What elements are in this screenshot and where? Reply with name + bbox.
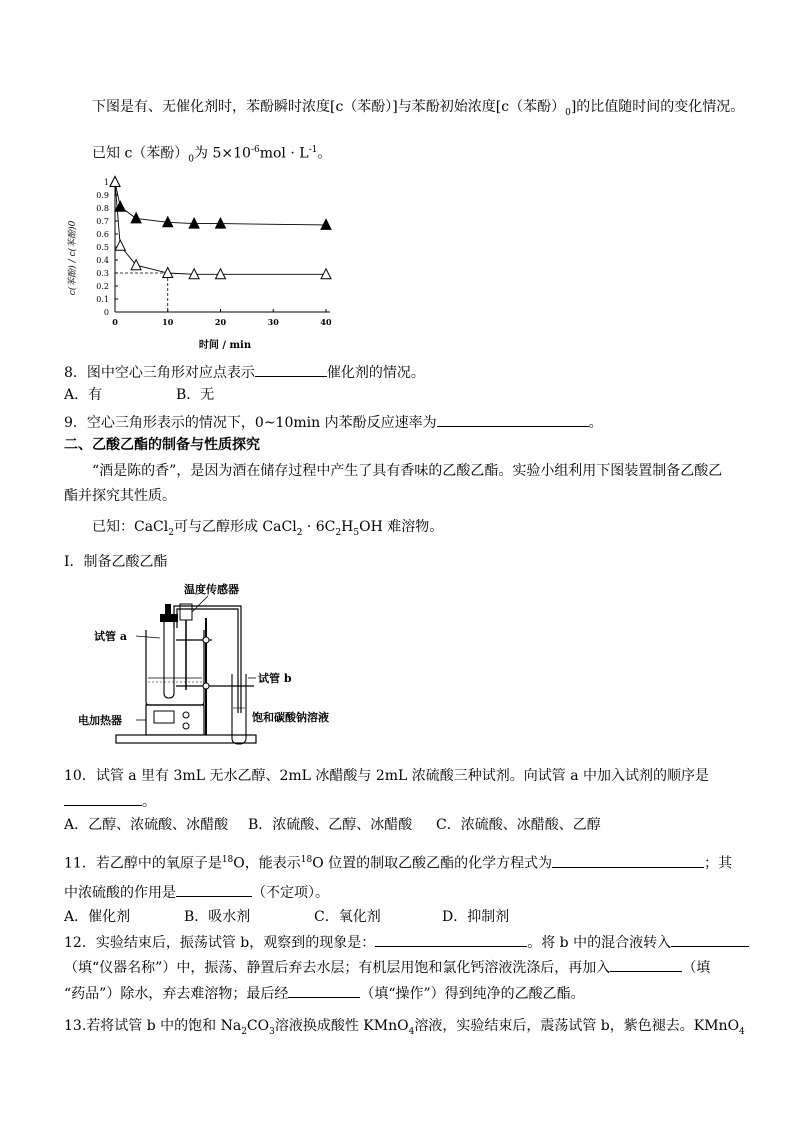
q11-role-blank[interactable] xyxy=(176,882,252,897)
y-tick-label: 0.8 xyxy=(96,204,109,213)
y-tick-label: 0.1 xyxy=(96,295,109,304)
q11-option-d: D．抑制剂 xyxy=(442,909,510,925)
q8-option-b: B．无 xyxy=(176,387,215,403)
question-13: 13.若将试管 b 中的饱和 $Na_2CO_3$溶液换成酸性 KMnO$_4$溶液，实验结束后，震荡试管 b，紫色褪去。KMnO$_4$ xyxy=(64,1018,745,1037)
y-tick-label: 0.2 xyxy=(96,282,109,291)
y-tick-label: 0.3 xyxy=(96,269,109,278)
label-tube-a: 试管 a xyxy=(94,630,127,643)
question-12: 12．实验结束后，振荡试管 b，观察到的现象是： 。将 b 中的混合液转入 xyxy=(64,932,749,952)
q12-operation-blank[interactable] xyxy=(288,983,360,998)
q8-option-a: A．有 xyxy=(64,387,103,403)
series xyxy=(110,177,331,279)
q12-instrument-blank[interactable] xyxy=(671,932,749,947)
question-11-line-2: 中浓硫酸的作用是 （不定项）。 xyxy=(64,882,329,902)
hollow-triangles-point xyxy=(110,177,120,187)
y-tick-label: 1 xyxy=(103,178,109,187)
q11-option-a: A．催化剂 xyxy=(64,909,131,925)
x-tick-label: 40 xyxy=(320,317,332,327)
q11-option-c: C．氧化剂 xyxy=(314,909,381,925)
q11-equation-blank[interactable] xyxy=(552,853,704,868)
label-temperature-sensor: 温度传感器 xyxy=(184,583,239,596)
x-tick-label: 0 xyxy=(112,317,118,327)
q12-reagent-blank[interactable] xyxy=(610,957,682,972)
section-2-title: 二、乙酸乙酯的制备与性质探究 xyxy=(64,437,260,453)
q10-answer-blank[interactable] xyxy=(64,791,142,806)
y-tick-label: 0.6 xyxy=(96,230,109,239)
filled-triangles-point xyxy=(131,213,141,223)
x-tick-label: 10 xyxy=(162,317,174,327)
question-12-line-3: “药品”）除水，弃去难溶物；最后经 （填“操作”）得到纯净的乙酸乙酯。 xyxy=(64,983,585,1003)
question-10: 10．试管 a 里有 3mL 无水乙醇、2mL 冰醋酸与 2mL 浓硫酸三种试剂。向试管 a 中加入试剂的顺序是 xyxy=(64,768,709,784)
question-12-line-2: （填“仪器名称”）中，振荡、静置后弃去水层；有机层用饱和氯化钙溶液洗涤后，再加入 （填 xyxy=(64,957,710,977)
label-electric-heater: 电加热器 xyxy=(78,714,122,727)
question-11: 11．若乙醇中的氧原子是$^{18}$O，能表示$^{18}$O 位置的制取乙酸乙酯的化学方程式为 ；其 xyxy=(64,851,732,873)
x-axis-label: 时间 / min xyxy=(198,340,252,351)
filled-triangles-point xyxy=(321,219,331,229)
question-9: 9．空心三角形表示的情况下，0~10min 内苯酚反应速率为 。 xyxy=(64,412,603,432)
q8-answer-blank[interactable] xyxy=(255,362,327,377)
apparatus-figure xyxy=(76,578,376,756)
hollow-triangles-point xyxy=(216,269,226,279)
y-tick-label: 0.7 xyxy=(96,217,109,226)
q10-option-b: B．浓硫酸、乙醇、冰醋酸 xyxy=(248,817,413,833)
guide-lines xyxy=(115,273,168,312)
label-sodium-carbonate: 饱和碳酸钠溶液 xyxy=(252,711,329,724)
intro-line-2: 已知 c（苯酚）$_0$为 $5\times 10^{-6}mol \cdot L^{-1}$。 xyxy=(92,145,332,165)
part-1-title: I．制备乙酸乙酯 xyxy=(64,554,168,570)
q10-option-c: C．浓硫酸、冰醋酸、乙醇 xyxy=(436,817,601,833)
phenol-ratio-chart xyxy=(60,170,350,355)
y-axis-label: c(苯酚) / c(苯酚)0 xyxy=(68,220,78,296)
y-tick-label: 0 xyxy=(103,308,109,317)
intro-line-1: 下图是有、无催化剂时，苯酚瞬时浓度[c（苯酚）]与苯酚初始浓度[c（苯酚）$_0$]的比值随时间的变化情况。 xyxy=(92,99,745,118)
q10-option-a: A．乙醇、浓硫酸、冰醋酸 xyxy=(64,817,229,833)
y-tick-label: 0.5 xyxy=(96,243,109,252)
hollow-triangles-point xyxy=(115,240,125,250)
y-tick-label: 0.4 xyxy=(96,256,109,265)
y-axis xyxy=(96,176,118,317)
question-8: 8．图中空心三角形对应点表示 催化剂的情况。 xyxy=(64,362,425,382)
x-tick-label: 20 xyxy=(214,317,227,327)
filled-triangles-point xyxy=(216,218,226,228)
y-tick-label: 0.9 xyxy=(96,191,109,200)
question-10-line-2: 。 xyxy=(64,791,156,811)
known-cacl2: 已知：CaCl$_2$可与乙醇形成 CaCl$_2$ · $6C_2H_5OH$ 难溶物。 xyxy=(92,519,444,538)
hollow-triangles-point xyxy=(321,269,331,279)
x-tick-label: 30 xyxy=(267,317,279,327)
q9-answer-blank[interactable] xyxy=(437,412,589,427)
q12-phenomenon-blank[interactable] xyxy=(375,932,527,947)
q11-option-b: B．吸水剂 xyxy=(184,909,251,925)
label-tube-b: 试管 b xyxy=(258,672,292,685)
section-2-paragraph-line-2: 酯并探究其性质。 xyxy=(64,488,176,504)
x-axis xyxy=(112,309,332,327)
section-2-paragraph-line-1: “酒是陈的香”，是因为酒在储存过程中产生了具有香味的乙酸乙酯。实验小组利用下图装置制备乙酸乙 xyxy=(92,463,723,479)
